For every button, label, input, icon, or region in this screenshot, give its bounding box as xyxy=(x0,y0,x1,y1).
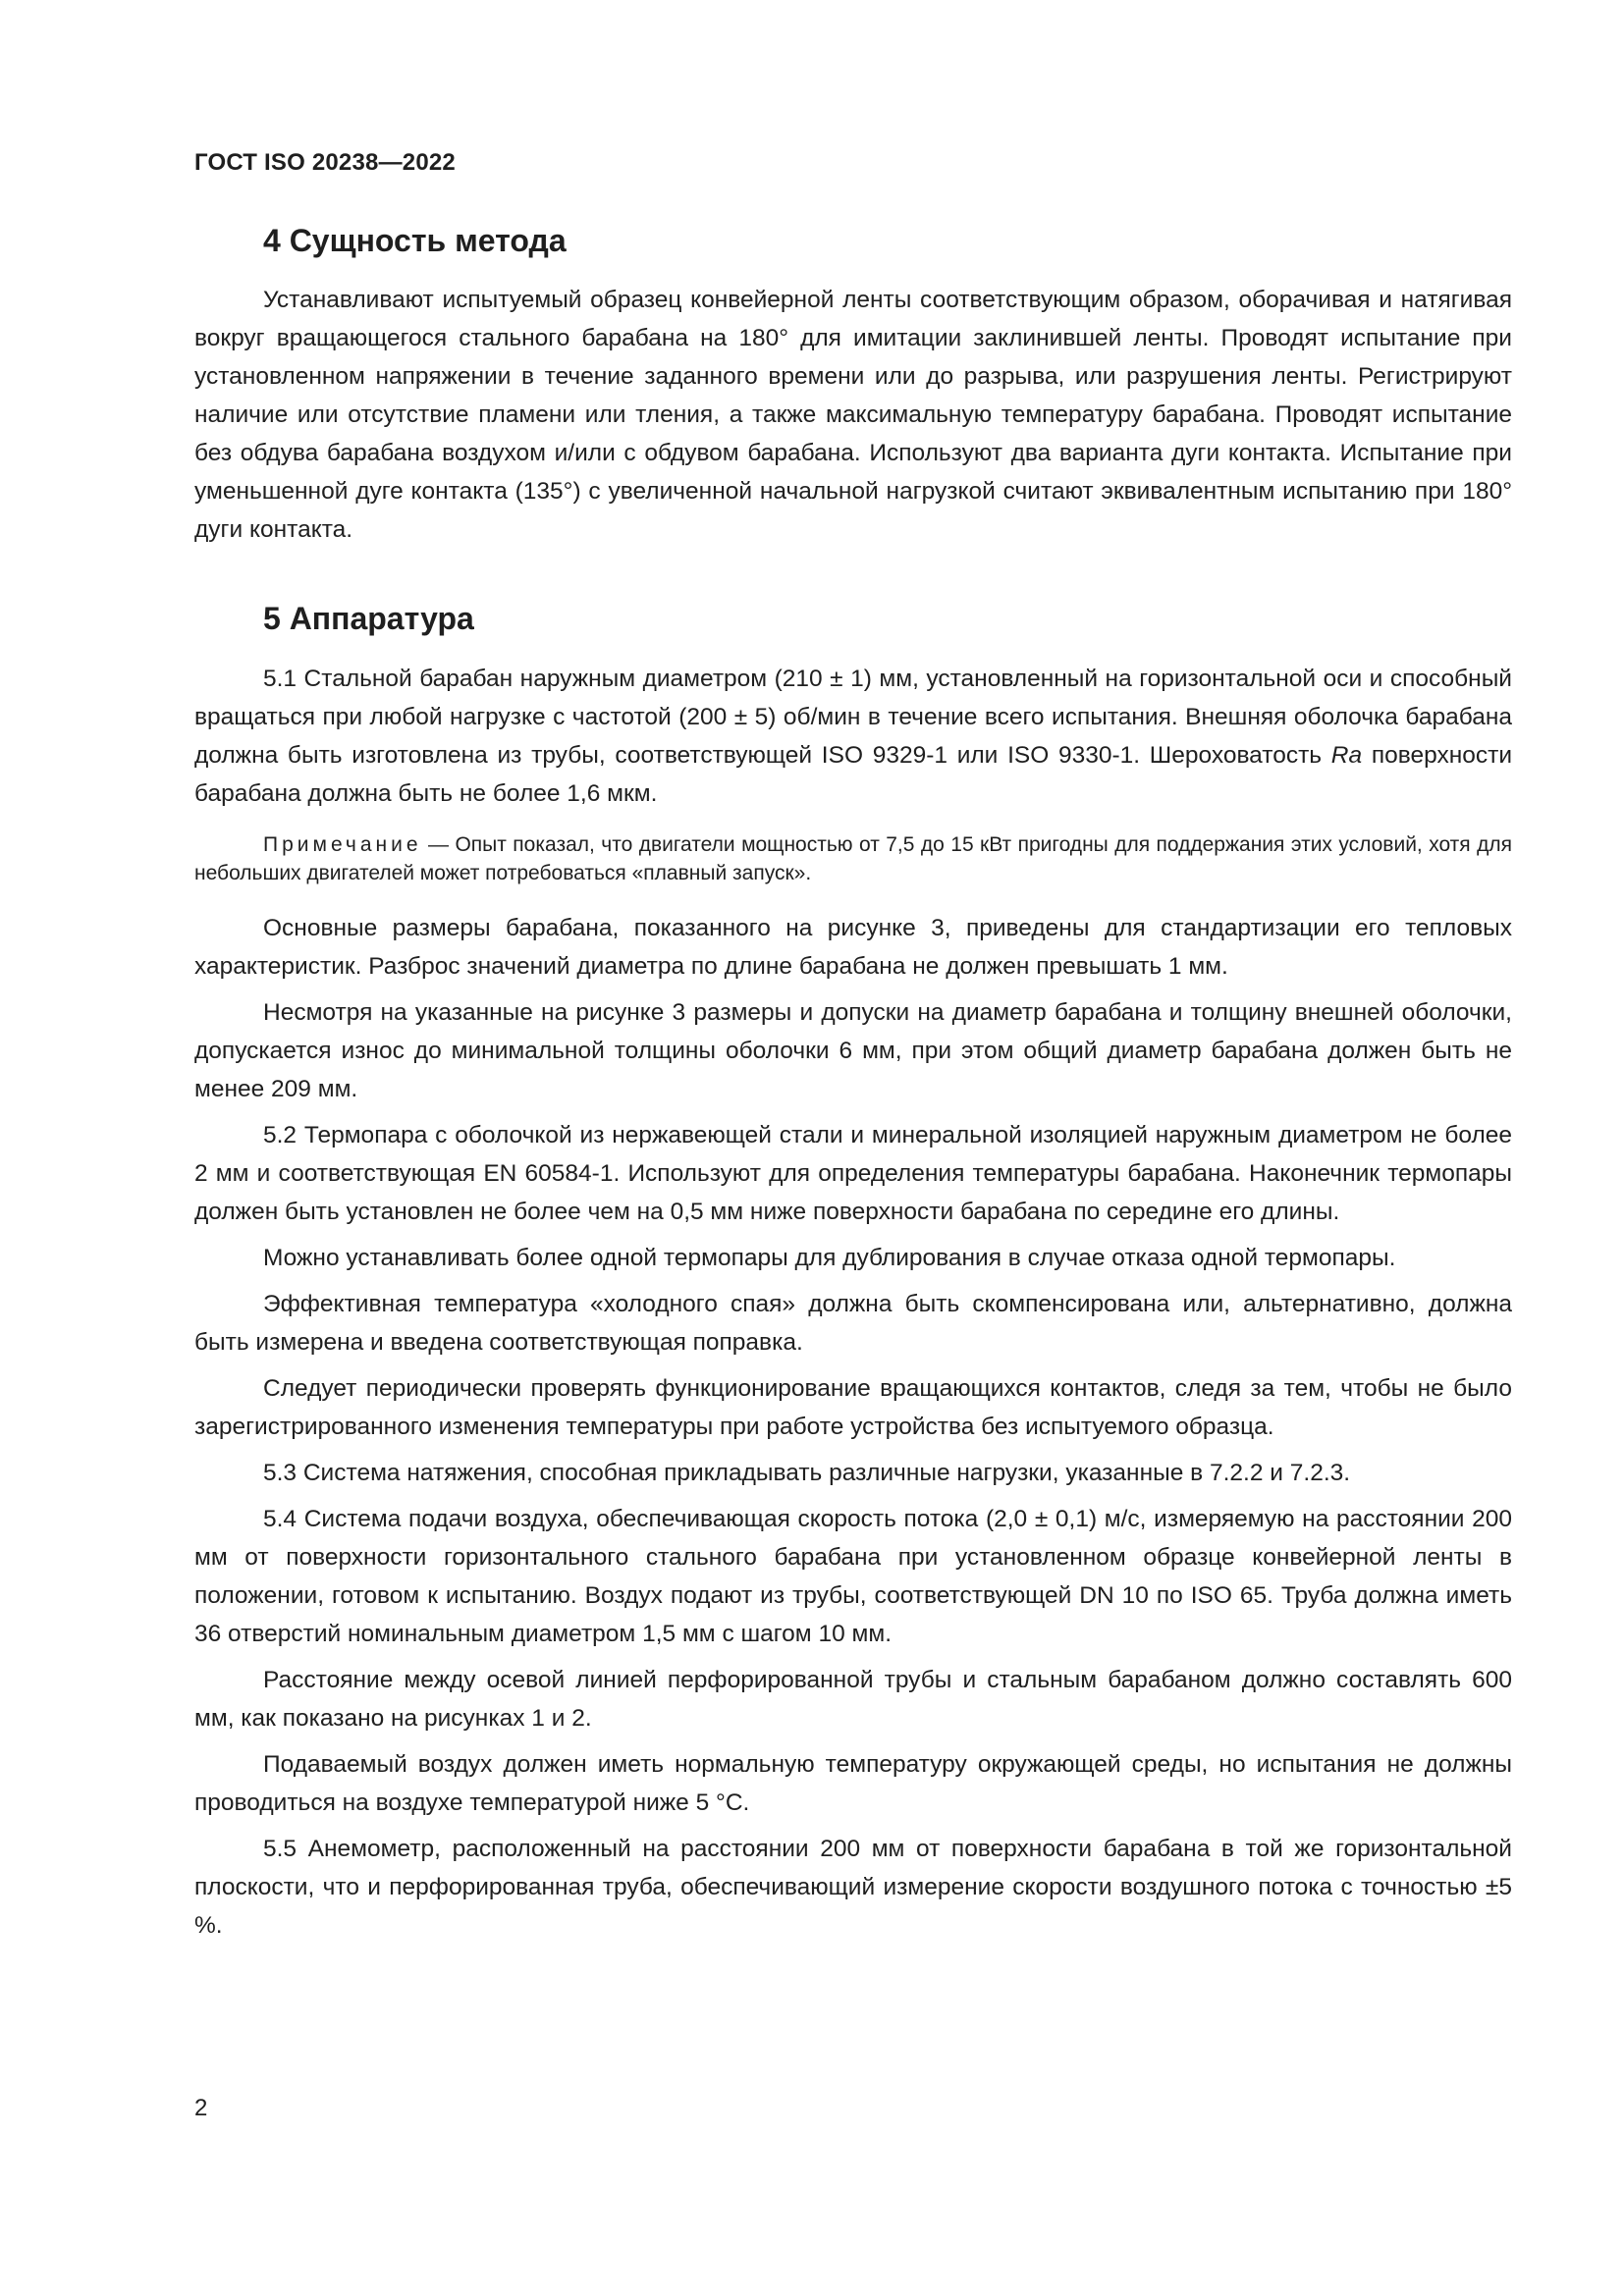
paragraph-thermocouple-duplicate: Можно устанавливать более одной термопары для дублирования в случае отказа одной термопары. xyxy=(263,1244,1396,1271)
paragraph-5-3: 5.3 Система натяжения, способная прикладывать различные нагрузки, указанные в 7.2.2 и 7.2.3. xyxy=(263,1459,1351,1486)
paragraph-air-temperature: Подаваемый воздух должен иметь нормальную температуру окружающей среды, но испытания не должны проводиться на воздухе температурой ниже 5 °С. xyxy=(194,1750,1512,1816)
roughness-symbol: Ra xyxy=(1330,741,1363,769)
paragraph-5-1-tail: поверхности барабана должна быть не более 1,6 мкм. xyxy=(194,741,1513,807)
paragraph-pipe-distance: Расстояние между осевой линией перфорированной трубы и стальным барабаном должно составлять 600 мм, как показано на рисунках 1 и 2. xyxy=(194,1666,1512,1732)
section-spacer xyxy=(194,557,1512,600)
paragraph-drum-dimensions: Основные размеры барабана, показанного на рисунке 3, приведены для стандартизации его тепловых характеристик. Разброс значений диаметра по длине барабана не должен превышать 1 мм. xyxy=(194,914,1512,980)
paragraph-5-1-text: 5.1 Стальной барабан наружным диаметром (210 ± 1) мм, установленный на горизонтальной оси и способный вращаться при любой нагрузке с частотой (200 ± 5) об/мин в течение всего испытания. Внешняя оболочка барабана должна быть изготовлена из трубы, соответствующей ISO 9329-1 или ISO 9330-1. Шероховатость xyxy=(194,665,1512,769)
section-4-paragraph: Устанавливают испытуемый образец конвейерной ленты соответствующим образом, оборачивая и натягивая вокруг вращающегося стального барабана на 180° для имитации заклинившей ленты. Проводят испытание при установленном напряжении в течение заданного времени или до разрыва, или разрушения ленты. Регистрируют наличие или отсутствие пламени или тления, а также максимальную температуру барабана. Проводят испытание без обдува барабана воздухом и/или с обдувом барабана. Используют два варианта дуги контакта. Испытание при уменьшенной дуге контакта (135°) с увеличенной начальной нагрузкой считают эквивалентным испытанию при 180° дуги контакта. xyxy=(194,287,1512,544)
section-4-title: 4 Сущность метода xyxy=(263,223,567,258)
paragraph-rotating-contacts: Следует периодически проверять функционирование вращающихся контактов, следя за тем, чтобы не было зарегистрированного изменения температуры при работе устройства без испытуемого образца. xyxy=(194,1374,1512,1440)
note-text: — Опыт показал, что двигатели мощностью от 7,5 до 15 кВт пригодны для поддержания этих условий, хотя для небольших двигателей может потребоваться «плавный запуск». xyxy=(194,832,1512,884)
note-label: Примечание xyxy=(263,832,422,856)
page-content xyxy=(194,222,1512,1952)
paragraph-5-4: 5.4 Система подачи воздуха, обеспечивающая скорость потока (2,0 ± 0,1) м/с, измеряемую на расстоянии 200 мм от поверхности горизонтального стального барабана при установленном образце конвейерной ленты в положении, готовом к испытанию. Воздух подают из трубы, соответствующей DN 10 по ISO 65. Труба должна иметь 36 отверстий номинальным диаметром 1,5 мм с шагом 10 мм. xyxy=(194,1505,1512,1647)
paragraph-drum-wear: Несмотря на указанные на рисунке 3 размеры и допуски на диаметр барабана и толщину внешней оболочки, допускается износ до минимальной толщины оболочки 6 мм, при этом общий диаметр барабана должен быть не менее 209 мм. xyxy=(194,998,1512,1102)
paragraph-5-5: 5.5 Анемометр, расположенный на расстоянии 200 мм от поверхности барабана в той же горизонтальной плоскости, что и перфорированная труба, обеспечивающий измерение скорости воздушного потока с точностью ±5 %. xyxy=(194,1835,1512,1939)
paragraph-5-1 xyxy=(194,660,1512,813)
paragraph-cold-junction: Эффективная температура «холодного спая» должна быть скомпенсирована или, альтернативно, должна быть измерена и введена соответствующая поправка. xyxy=(194,1290,1512,1356)
page-number: 2 xyxy=(194,2095,208,2121)
paragraph-5-2: 5.2 Термопара с оболочкой из нержавеющей стали и минеральной изоляцией наружным диаметром не более 2 мм и соответствующая EN 60584-1. Используют для определения температуры барабана. Наконечник термопары должен быть установлен не более чем на 0,5 мм ниже поверхности барабана по середине его длины. xyxy=(194,1121,1512,1225)
document-code-header: ГОСТ ISO 20238—2022 xyxy=(194,149,456,176)
note-paragraph xyxy=(194,830,1512,887)
section-5-title: 5 Аппаратура xyxy=(263,601,474,637)
